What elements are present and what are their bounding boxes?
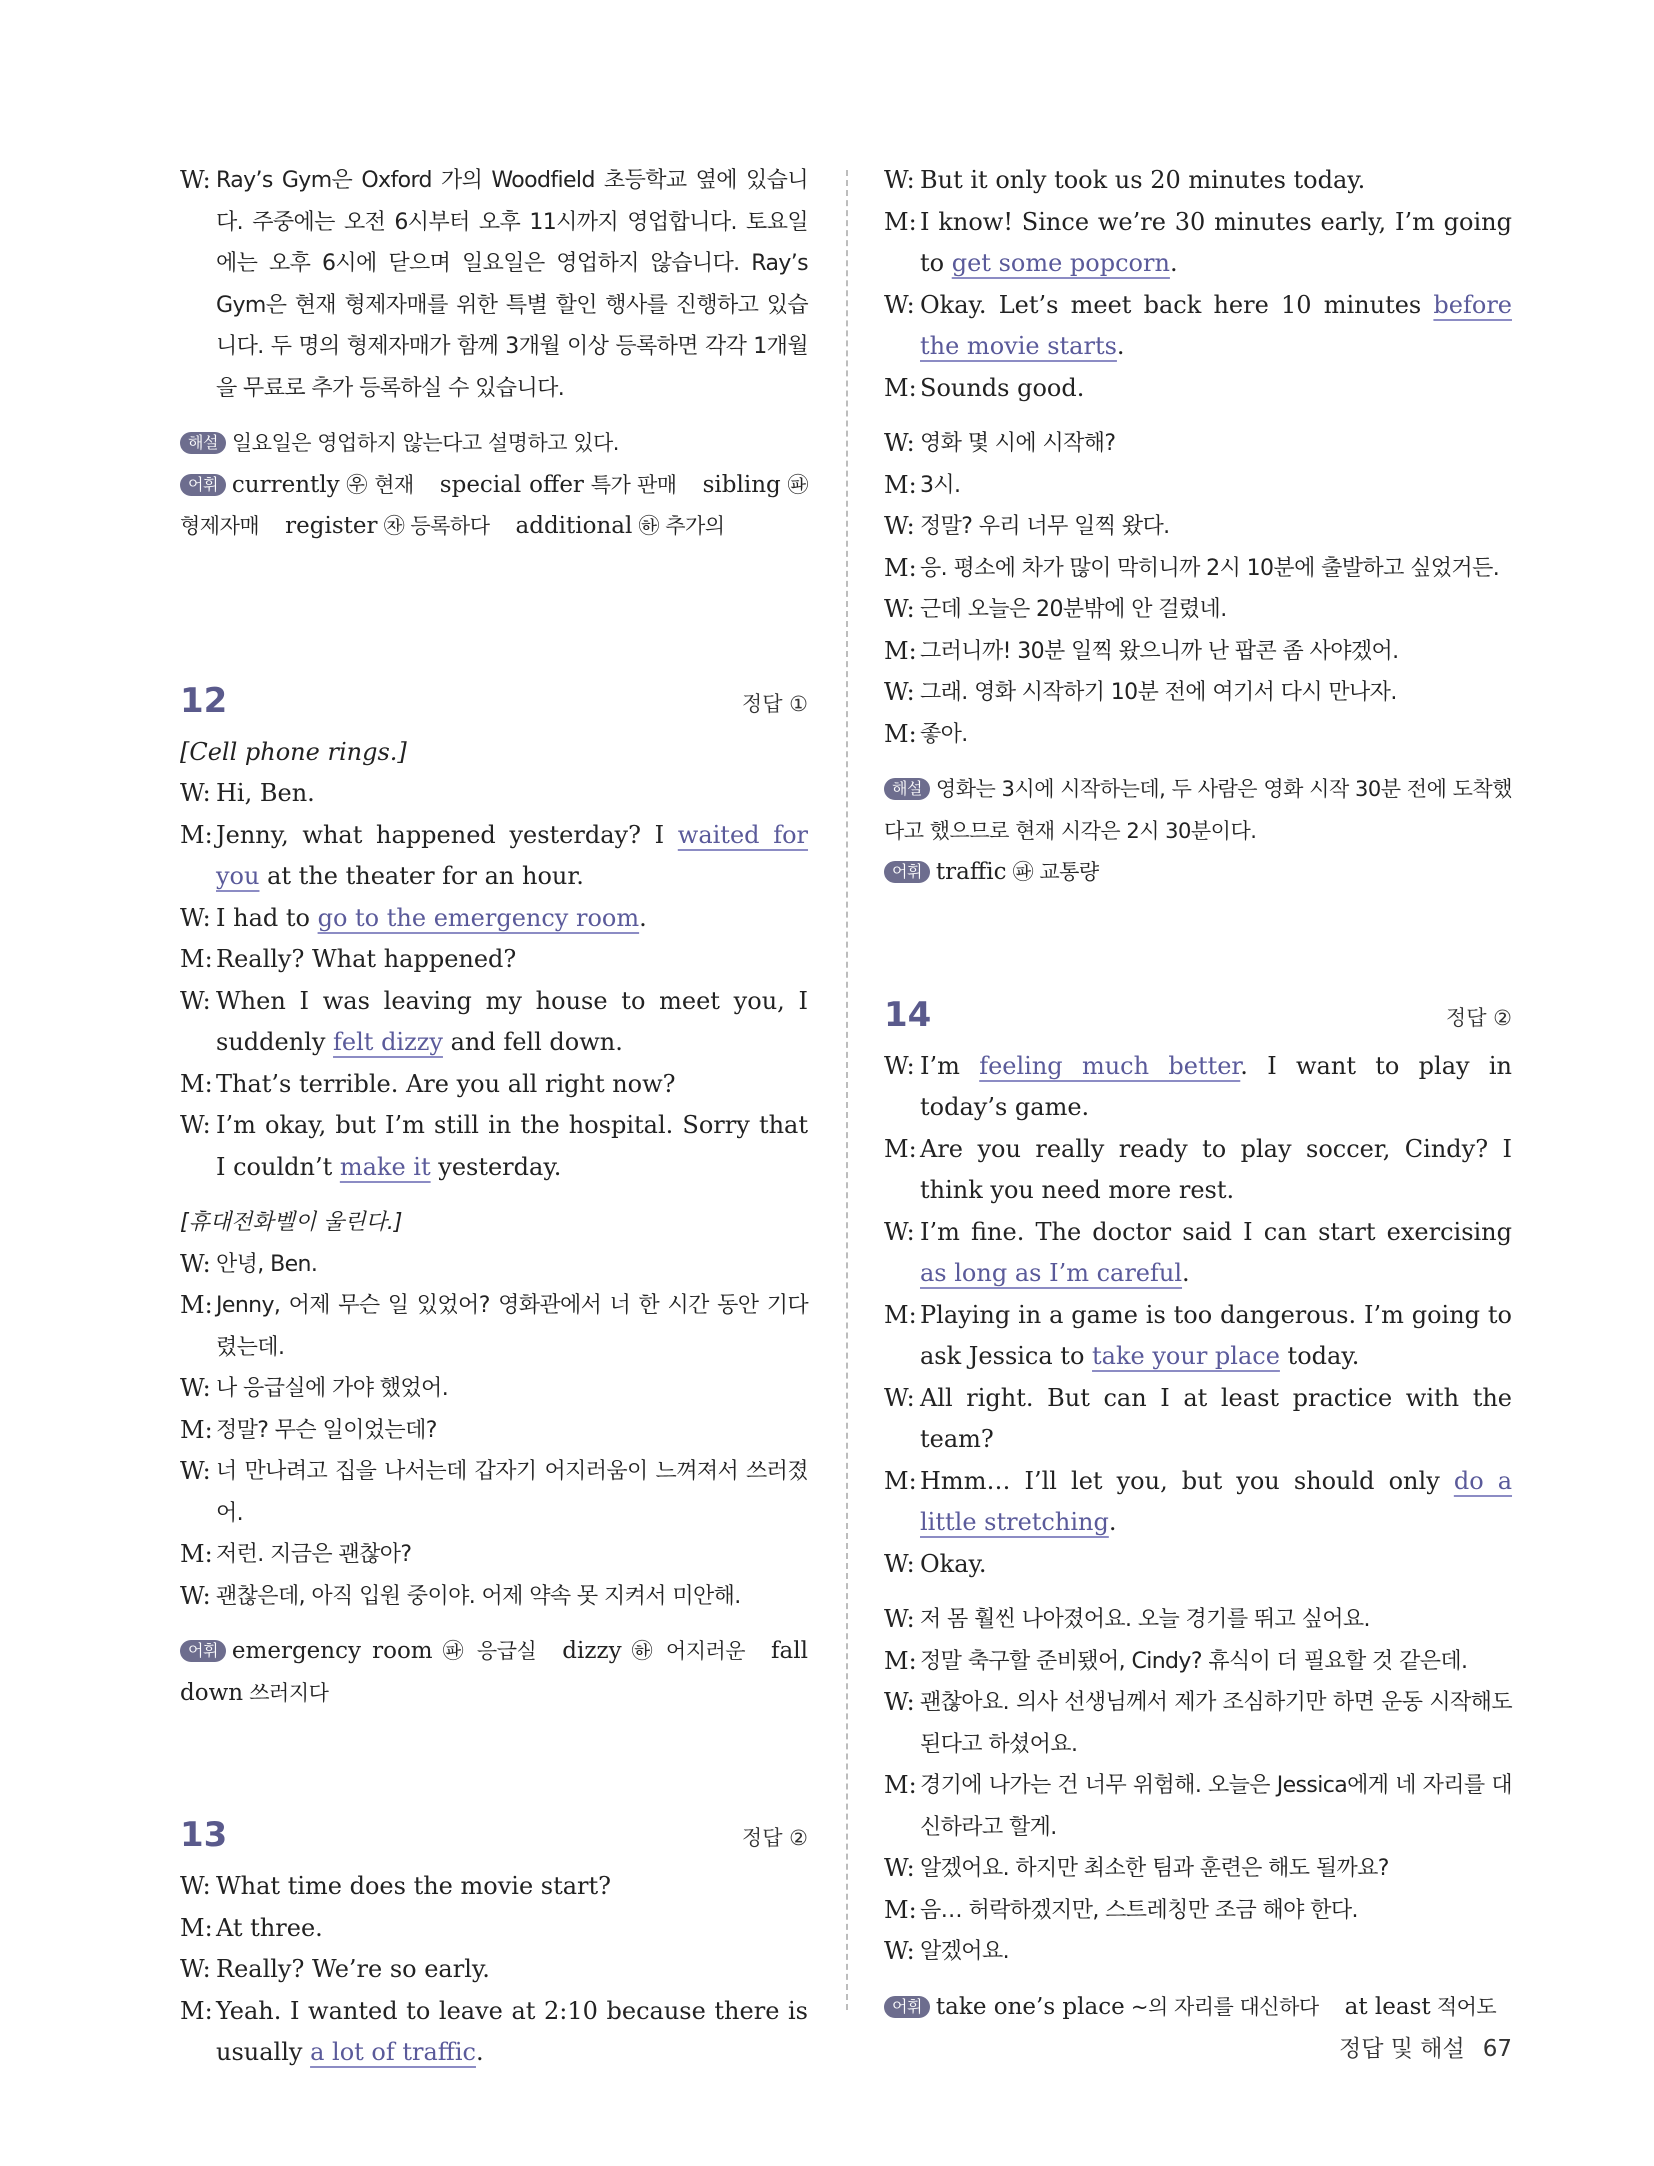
dialogue-text: I’m okay, but I’m still in the hospital. Sorry that I couldn’t	[216, 1111, 808, 1181]
speaker-label: M:	[884, 1771, 917, 1799]
speaker-label: M:	[180, 820, 213, 849]
explanation	[884, 769, 1512, 852]
speaker-label: W:	[884, 1549, 915, 1578]
korean-translation: 저런. 지금은 괜찮아?	[216, 1542, 412, 1567]
korean-translation: 정말 축구할 준비됐어, Cindy? 휴식이 더 필요할 것 같은데.	[920, 1648, 1468, 1674]
speaker-label: M:	[180, 1069, 213, 1098]
explanation-text: 일요일은 영업하지 않는다고 설명하고 있다.	[231, 431, 619, 455]
speaker-label: W:	[884, 678, 915, 706]
dialogue-line	[180, 1949, 808, 1991]
korean-translation: 알겠어요. 하지만 최소한 팀과 훈련은 해도 될까요?	[920, 1856, 1389, 1881]
dialogue-line	[180, 815, 808, 898]
korean-translation: 3시.	[920, 472, 961, 498]
dialogue-text: When I was leaving my house to meet you, I suddenly	[216, 986, 808, 1056]
dialogue-line	[180, 1105, 808, 1188]
korean-translation: 저 몸 훨씬 나아졌어요. 오늘 경기를 뛰고 싶어요.	[920, 1607, 1370, 1632]
dialogue-text: .	[1169, 249, 1178, 277]
dialogue-line	[180, 1064, 808, 1106]
dialogue-line	[180, 160, 808, 409]
vocab-meaning: ~의 자리를 대신하다	[1130, 1994, 1319, 2019]
korean-translation: 근데 오늘은 20분밖에 안 걸렸네.	[920, 597, 1227, 622]
dialogue-line	[884, 1046, 1512, 1129]
answer-blank: get some popcorn	[951, 249, 1170, 277]
vocab-word: additional	[515, 513, 633, 539]
dialogue-line	[884, 1212, 1512, 1295]
vocab-word: fall down	[180, 1638, 808, 1706]
vocab-meaning: ㉻ 추가의	[638, 514, 725, 538]
dialogue-line	[884, 1295, 1512, 1378]
speaker-label: W:	[884, 1383, 915, 1412]
dialogue-text: All right. But can I at least practice with the team?	[920, 1383, 1512, 1453]
dialogue-line	[884, 368, 1512, 410]
speaker-label: M:	[180, 1415, 213, 1444]
dialogue-text: Hi, Ben.	[216, 779, 315, 807]
vocab-meaning: ㉾ 현재	[346, 472, 414, 497]
explanation-tag: 해설	[180, 432, 226, 454]
dialogue-text: at the theater for an hour.	[259, 862, 584, 890]
speaker-label: W:	[180, 779, 211, 807]
answer-blank: a lot of traffic	[310, 2038, 476, 2066]
vocab-meaning: 적어도	[1436, 1994, 1497, 2019]
korean-translation: 알겠어요.	[920, 1939, 1010, 1964]
speaker-label: M:	[884, 719, 917, 748]
translation-line	[884, 1931, 1512, 1973]
speaker-label: M:	[180, 1540, 213, 1568]
korean-translation: 너 만나려고 집을 나서는데 갑자기 어지러움이 느껴져서 쓰러졌어.	[216, 1459, 808, 1526]
question-number: 12	[180, 680, 228, 721]
speaker-label: M:	[884, 1134, 917, 1163]
question-header	[884, 992, 1512, 1038]
translation-line	[884, 506, 1512, 548]
question-number: 13	[180, 1815, 228, 1855]
vocabulary	[180, 1631, 808, 1714]
dialogue-text: Sounds good.	[920, 373, 1085, 402]
speaker-label: W:	[180, 986, 211, 1015]
stage-direction-korean: [휴대전화벨이 울린다.]	[180, 1210, 403, 1235]
dialogue-text: . I want to play in today’s game.	[920, 1051, 1513, 1121]
answer-blank: felt dizzy	[333, 1028, 443, 1056]
column-divider	[846, 170, 848, 2010]
dialogue-line	[884, 1461, 1512, 1544]
speaker-label: W:	[884, 1605, 915, 1633]
question-header	[180, 678, 808, 724]
korean-translation: 안녕, Ben.	[216, 1251, 318, 1277]
speaker-label: M:	[180, 945, 213, 973]
answer-blank: go to the emergency room	[317, 903, 640, 932]
speaker-label: M:	[884, 1466, 917, 1495]
translation-line	[180, 1368, 808, 1410]
speaker-label: M:	[884, 1300, 917, 1329]
vocabulary	[180, 465, 808, 548]
vocab-word: take one’s place	[935, 1993, 1125, 2020]
vocab-tag: 어휘	[180, 474, 226, 496]
vocab-meaning: ㉺ 형제자매	[180, 472, 808, 538]
vocab-tag: 어휘	[180, 1640, 226, 1662]
speaker-label: W:	[180, 1249, 211, 1278]
speaker-label: M:	[884, 373, 917, 402]
korean-translation: 정말? 무슨 일이었는데?	[216, 1417, 437, 1443]
speaker-label: M:	[884, 1895, 917, 1924]
dialogue-text: Really? What happened?	[216, 945, 517, 973]
speaker-label: W:	[180, 1955, 211, 1983]
answer-blank: before the movie starts	[920, 290, 1512, 360]
dialogue-text: I’m	[920, 1051, 980, 1080]
dialogue-text: I had to	[216, 903, 318, 932]
speaker-label: W:	[180, 1374, 211, 1402]
dialogue-line	[884, 1378, 1512, 1461]
dialogue-line	[884, 160, 1512, 202]
answer-label: 정답 ①	[741, 691, 808, 716]
dialogue-line	[884, 285, 1512, 368]
korean-translation: 괜찮아요. 의사 선생님께서 제가 조심하기만 하면 운동 시작해도 된다고 하셨어요.	[920, 1690, 1512, 1757]
dialogue-text: Hmm… I’ll let you, but you should only	[920, 1466, 1454, 1495]
dialogue-line	[180, 1866, 808, 1908]
korean-translation: 그래. 영화 시작하기 10분 전에 여기서 다시 만나자.	[920, 680, 1397, 705]
dialogue-line	[884, 1129, 1512, 1212]
explanation	[180, 423, 808, 465]
dialogue-text: Okay.	[920, 1549, 987, 1578]
question-header	[180, 1812, 808, 1858]
translation-line	[884, 589, 1512, 631]
dialogue-text: yesterday.	[430, 1152, 562, 1181]
question-number: 14	[884, 994, 932, 1035]
korean-translation: 나 응급실에 가야 했었어.	[216, 1376, 449, 1401]
vocab-word: special offer	[439, 471, 584, 498]
korean-translation: 좋아.	[920, 721, 968, 747]
vocab-meaning: ㉺ 응급실	[442, 1639, 537, 1663]
dialogue-line	[180, 1991, 808, 2074]
korean-translation: 영화 몇 시에 시작해?	[920, 431, 1116, 456]
speaker-label: M:	[884, 1646, 917, 1675]
dialogue-text: Jenny, what happened yesterday? I	[216, 820, 678, 849]
speaker-label: W:	[884, 166, 915, 194]
speaker-label: W:	[180, 1872, 211, 1900]
stage-direction: [Cell phone rings.]	[180, 737, 407, 766]
page-number: 67	[1482, 2036, 1512, 2062]
korean-translation: 응. 평소에 차가 많이 막히니까 2시 10분에 출발하고 싶었거든.	[920, 555, 1500, 581]
korean-translation: 정말? 우리 너무 일찍 왔다.	[920, 514, 1170, 539]
dialogue-text: Really? We’re so early.	[216, 1955, 490, 1983]
speaker-label: W:	[180, 1111, 211, 1139]
speaker-label: W:	[884, 1217, 915, 1246]
speaker-label: W:	[884, 595, 915, 623]
dialogue-text: .	[1116, 332, 1125, 360]
speaker-label: W:	[884, 290, 915, 319]
speaker-label: W:	[884, 1688, 915, 1716]
korean-translation: 괜찮은데, 아직 입원 중이야. 어제 약속 못 지켜서 미안해.	[216, 1583, 741, 1609]
vocab-meaning: 쓰러지다	[249, 1680, 329, 1705]
dialogue-text: and fell down.	[442, 1028, 623, 1056]
korean-translation: 그러니까! 30분 일찍 왔으니까 난 팝콘 좀 사야겠어.	[920, 638, 1399, 664]
answer-blank: waited for you	[216, 820, 809, 890]
translation-line	[180, 1410, 808, 1452]
dialogue-text: Yeah. I wanted to leave at 2:10 because there is usually	[216, 1996, 808, 2066]
speaker-label: M:	[180, 1913, 213, 1942]
translation-line	[884, 423, 1512, 465]
vocab-word: dizzy	[562, 1638, 622, 1664]
dialogue-text: I know! Since we’re 30 minutes early, I’m going to	[920, 207, 1512, 277]
dialogue-line	[180, 1908, 808, 1950]
korean-translation: Ray’s Gym은 Oxford 가의 Woodfield 초등학교 옆에 있습니다. 주중에는 오전 6시부터 오후 11시까지 영업합니다. 토요일에는 오후 6시에 닫으며 일요일은 영업하지 않습니다. Ray’s Gym은 현재 형제자매를 위한 특별 할인 행사를 진행하고 있습니다. 두 명의 형제자매가 함께 3개월 이상 등록하면 각각 1개월을 무료로 추가 등록하실 수 있습니다.	[216, 168, 808, 401]
speaker-label: M:	[180, 1291, 213, 1319]
translation-line	[180, 1576, 808, 1618]
left-column	[180, 160, 808, 2074]
vocab-word: emergency room	[231, 1638, 433, 1664]
vocabulary	[884, 852, 1512, 894]
translation-line	[884, 672, 1512, 714]
speaker-label: M:	[884, 207, 917, 236]
dialogue-line	[884, 1544, 1512, 1586]
translation-line	[884, 548, 1512, 590]
dialogue-text: Okay. Let’s meet back here 10 minutes	[920, 290, 1434, 319]
dialogue-line	[180, 773, 808, 815]
explanation-text: 영화는 3시에 시작하는데, 두 사람은 영화 시작 30분 전에 도착했다고 했으므로 현재 시각은 2시 30분이다.	[884, 777, 1512, 843]
dialogue-text: .	[1108, 1508, 1117, 1536]
speaker-label: W:	[180, 903, 211, 932]
translation-line	[884, 465, 1512, 507]
answer-label: 정답 ②	[1445, 1005, 1512, 1030]
vocab-meaning: ㉺ 교통량	[1012, 860, 1099, 884]
vocab-word: traffic	[935, 859, 1007, 885]
answer-blank: take your place	[1092, 1342, 1280, 1370]
speaker-label: W:	[884, 512, 915, 540]
speaker-label: W:	[884, 1854, 915, 1882]
answer-blank: do a little stretching	[920, 1466, 1513, 1536]
dialogue-text: .	[1182, 1259, 1190, 1287]
dialogue-text: At three.	[216, 1913, 323, 1942]
footer-section-label: 정답 및 해설	[1339, 2036, 1465, 2062]
vocab-meaning: ㉶ 등록하다	[383, 514, 490, 538]
vocab-tag: 어휘	[884, 1996, 930, 2018]
vocab-tag: 어휘	[884, 861, 930, 883]
translation-line	[884, 631, 1512, 673]
answer-blank: as long as I’m careful	[920, 1259, 1183, 1287]
speaker-label: W:	[180, 166, 211, 194]
dialogue-text: I’m fine. The doctor said I can start exercising	[920, 1217, 1512, 1246]
vocab-meaning: ㉻ 어지러운	[631, 1639, 746, 1663]
dialogue-line	[180, 981, 808, 1064]
dialogue-text: .	[475, 2038, 484, 2066]
dialogue-line	[180, 939, 808, 981]
dialogue-text: What time does the movie start?	[216, 1872, 612, 1900]
dialogue-text: .	[639, 903, 647, 932]
translation-line	[180, 1244, 808, 1286]
explanation-tag: 해설	[884, 778, 930, 800]
translation-line	[884, 714, 1512, 756]
speaker-label: W:	[884, 429, 915, 457]
vocab-word: at least	[1344, 1993, 1431, 2020]
translation-line	[884, 1641, 1512, 1683]
translation-line	[884, 1599, 1512, 1641]
dialogue-line	[180, 898, 808, 940]
vocab-meaning: 특가 판매	[590, 472, 677, 497]
translation-line	[884, 1765, 1512, 1848]
translation-line	[884, 1848, 1512, 1890]
speaker-label: W:	[884, 1937, 915, 1965]
speaker-label: W:	[180, 1457, 211, 1485]
speaker-label: M:	[884, 636, 917, 665]
speaker-label: W:	[884, 1051, 915, 1080]
right-column	[884, 160, 1512, 2028]
korean-translation: Jenny, 어제 무슨 일 있었어? 영화관에서 너 한 시간 동안 기다렸는데.	[216, 1293, 808, 1360]
vocab-word: sibling	[702, 471, 781, 498]
translation-line	[180, 1451, 808, 1534]
speaker-label: M:	[180, 1996, 213, 2025]
dialogue-text: But it only took us 20 minutes today.	[920, 166, 1366, 194]
dialogue-text: That’s terrible. Are you all right now?	[216, 1069, 676, 1098]
translation-line	[884, 1890, 1512, 1932]
vocabulary	[884, 1987, 1512, 2029]
page-footer	[1339, 2030, 1512, 2063]
speaker-label: M:	[884, 553, 917, 582]
vocab-word: register	[285, 513, 378, 539]
dialogue-text: Playing in a game is too dangerous. I’m going to ask Jessica to	[920, 1300, 1512, 1370]
vocab-word: currently	[231, 471, 340, 498]
translation-line	[180, 1285, 808, 1368]
answer-blank: feeling much better	[979, 1051, 1241, 1080]
korean-translation: 음… 허락하겠지만, 스트레칭만 조금 해야 한다.	[920, 1897, 1358, 1923]
dialogue-line	[884, 202, 1512, 285]
translation-line	[884, 1682, 1512, 1765]
answer-label: 정답 ②	[741, 1826, 808, 1850]
answer-blank: make it	[339, 1152, 431, 1181]
dialogue-text: today.	[1279, 1342, 1360, 1370]
korean-translation: 경기에 나가는 건 너무 위험해. 오늘은 Jessica에게 네 자리를 대신하라고 할게.	[920, 1773, 1512, 1840]
translation-line	[180, 1534, 808, 1576]
speaker-label: M:	[884, 470, 917, 499]
speaker-label: W:	[180, 1581, 211, 1610]
dialogue-text: Are you really ready to play soccer, Cindy? I think you need more rest.	[920, 1134, 1512, 1204]
